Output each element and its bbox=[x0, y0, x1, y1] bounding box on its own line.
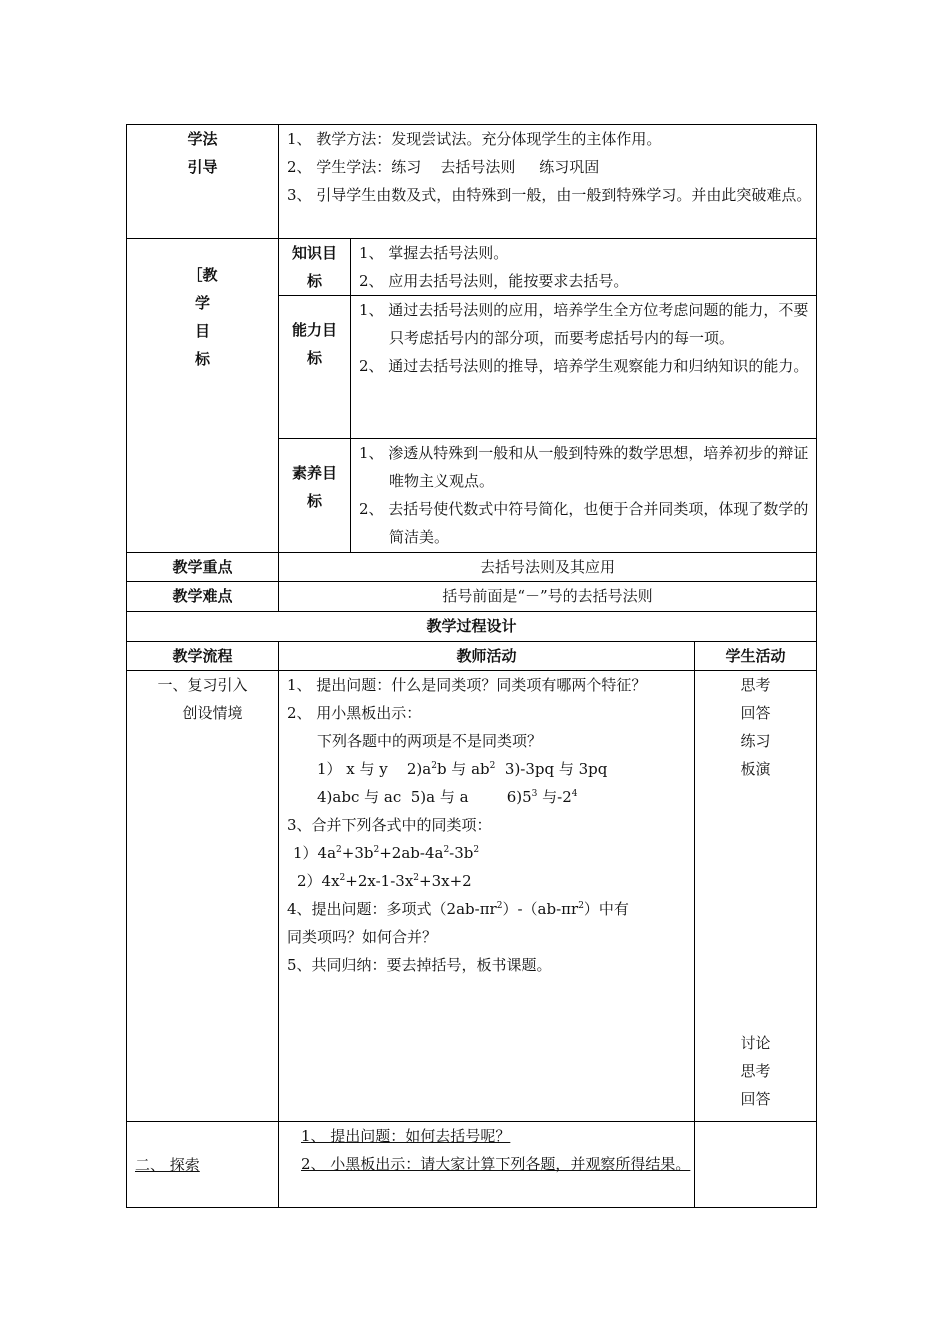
xuefa-label bbox=[127, 125, 279, 239]
stage1-t9-sup2: 2 bbox=[578, 901, 584, 911]
literacy-content bbox=[351, 439, 817, 553]
stage2-flow bbox=[127, 1122, 279, 1208]
stage1-activity-4: 板演 bbox=[740, 760, 771, 778]
objectives-label-char4: 标 bbox=[194, 350, 210, 368]
stage1-t5-sup1: 3 bbox=[531, 789, 538, 799]
stage1-t4-sup2: 2 bbox=[489, 761, 496, 771]
stage2-t1 bbox=[293, 1122, 694, 1150]
objective-literacy-row bbox=[279, 439, 817, 553]
stage1-t3: 下列各题中的两项是不是同类项？ bbox=[317, 732, 543, 750]
stage1-t8-sup1: 2 bbox=[339, 873, 346, 883]
lesson-plan-table bbox=[126, 124, 817, 1208]
stage1-flow-line1: 一、复习引入 bbox=[157, 676, 248, 694]
stage1-activity-5: 讨论 bbox=[740, 1034, 771, 1052]
row-process-title bbox=[127, 612, 817, 642]
stage1-t7-sup1: 2 bbox=[336, 845, 342, 855]
row-stage1 bbox=[127, 671, 817, 1122]
header-student: 学生活动 bbox=[695, 642, 817, 671]
stage2-t1-text: 1、 提出问题：如何去括号呢？ bbox=[301, 1127, 511, 1145]
row-difficult-point bbox=[127, 582, 817, 612]
stage1-t4-c: 3)-3pq 与 3pq bbox=[495, 760, 608, 778]
stage1-t7-c: +2ab-4a bbox=[379, 844, 444, 862]
stage1-t9-b: ）-（ab-πr bbox=[502, 900, 579, 918]
literacy-item-2: 2、 去括号使代数式中符号简化，也便于合并同类项，体现了数学的简洁美。 bbox=[359, 500, 809, 546]
objectives-subtable-cell bbox=[279, 239, 817, 553]
stage1-t8-sup2: 2 bbox=[413, 873, 420, 883]
ability-label-line1: 能力目 bbox=[291, 321, 337, 339]
stage1-flow bbox=[127, 671, 279, 1122]
stage1-t8-b: +2x-1-3x bbox=[345, 872, 414, 890]
stage1-t4-a: 1） x 与 y 2)a bbox=[317, 760, 432, 778]
stage1-student-activity bbox=[695, 671, 817, 1122]
literacy-label-line2: 标 bbox=[306, 492, 322, 510]
stage2-student-activity bbox=[695, 1122, 817, 1208]
row-stage2 bbox=[127, 1122, 817, 1208]
stage1-t7-a: 1）4a bbox=[293, 844, 337, 862]
stage1-t4-sup1: 2 bbox=[431, 761, 437, 771]
stage1-t10: 同类项吗？如何合并？ bbox=[287, 928, 438, 946]
ability-item-1: 1、 通过去括号法则的应用，培养学生全方位考虑问题的能力，不要只考虑括号内的部分项，而要考虑括号内的每一项。 bbox=[359, 301, 809, 347]
objectives-subtable bbox=[278, 238, 817, 553]
stage1-activity-2: 回答 bbox=[740, 704, 771, 722]
stage1-t6: 3、合并下列各式中的同类项： bbox=[287, 816, 492, 834]
stage1-t7-b: +3b bbox=[341, 844, 374, 862]
knowledge-content bbox=[351, 239, 817, 296]
stage1-t11: 5、共同归纳：要去掉括号，板书课题。 bbox=[287, 956, 552, 974]
objectives-label-char3: 目 bbox=[194, 322, 210, 340]
ability-label bbox=[279, 296, 351, 439]
stage1-t9-sup1: 2 bbox=[496, 901, 503, 911]
stage1-t9-a: 4、提出问题：多项式（2ab-πr bbox=[287, 900, 497, 918]
row-xuefa bbox=[127, 125, 817, 239]
stage1-t7-sup2: 2 bbox=[373, 845, 380, 855]
stage1-t2: 2、 用小黑板出示： bbox=[287, 704, 422, 722]
stage1-teacher-activity bbox=[279, 671, 695, 1122]
xuefa-item-3: 3、 引导学生由数及式，由特殊到一般，由一般到特殊学习。并由此突破难点。 bbox=[287, 186, 812, 204]
stage1-t5-a: 4)abc 与 ac 5)a 与 a 6)5 bbox=[317, 788, 532, 806]
stage1-t8-a: 2）4x bbox=[297, 872, 340, 890]
stage1-t4-b: b 与 ab bbox=[436, 760, 490, 778]
stage2-flow-label: 二、 探索 bbox=[135, 1155, 200, 1174]
stage1-t7-sup3: 2 bbox=[443, 845, 450, 855]
stage1-t7 bbox=[279, 839, 694, 867]
row-process-headers bbox=[127, 642, 817, 671]
xuefa-label-line1: 学法 bbox=[187, 130, 218, 148]
stage2-t2 bbox=[293, 1150, 694, 1178]
header-flow: 教学流程 bbox=[127, 642, 279, 671]
stage1-t7-d: -3b bbox=[449, 844, 474, 862]
literacy-item-1: 1、 渗透从特殊到一般和从一般到特殊的数学思想，培养初步的辩证唯物主义观点。 bbox=[359, 444, 809, 490]
ability-label-line2: 标 bbox=[306, 349, 322, 367]
objectives-label-char2: 学 bbox=[194, 294, 210, 312]
stage1-t8-c: +3x+2 bbox=[419, 872, 472, 890]
stage1-activity-1: 思考 bbox=[740, 676, 771, 694]
header-teacher: 教师活动 bbox=[279, 642, 695, 671]
stage1-activity-bottom-group bbox=[695, 1029, 816, 1113]
row-key-point bbox=[127, 553, 817, 582]
stage1-t8 bbox=[279, 867, 694, 895]
stage1-t5-sup2: 4 bbox=[571, 789, 578, 799]
stage1-activity-6: 思考 bbox=[740, 1062, 771, 1080]
stage1-activity-3: 练习 bbox=[740, 732, 771, 750]
row-objectives bbox=[127, 239, 817, 553]
xuefa-item-1: 1、 教学方法：发现尝试法。充分体现学生的主体作用。 bbox=[287, 130, 662, 148]
stage2-teacher-activity bbox=[279, 1122, 695, 1208]
knowledge-label-line2: 标 bbox=[306, 272, 322, 290]
xuefa-content bbox=[279, 125, 817, 239]
stage1-t4 bbox=[279, 755, 694, 783]
objective-knowledge-row bbox=[279, 239, 817, 296]
stage1-t5 bbox=[279, 783, 694, 811]
objectives-label bbox=[127, 239, 279, 553]
key-point-label: 教学重点 bbox=[127, 553, 279, 582]
literacy-label-line1: 素养目 bbox=[291, 464, 337, 482]
ability-content bbox=[351, 296, 817, 439]
knowledge-label bbox=[279, 239, 351, 296]
stage2-t2-text: 2、 小黑板出示：请大家计算下列各题，并观察所得结果。 bbox=[301, 1155, 691, 1173]
knowledge-item-1: 1、 掌握去括号法则。 bbox=[359, 244, 509, 262]
ability-item-2: 2、 通过去括号法则的推导，培养学生观察能力和归纳知识的能力。 bbox=[359, 357, 809, 375]
stage1-t5-b: 与-2 bbox=[537, 788, 572, 806]
knowledge-label-line1: 知识目 bbox=[291, 244, 337, 262]
key-point-value: 去括号法则及其应用 bbox=[279, 553, 817, 582]
difficult-point-label: 教学难点 bbox=[127, 582, 279, 612]
xuefa-item-2: 2、 学生学法：练习 去括号法则 练习巩固 bbox=[287, 158, 600, 176]
objective-ability-row bbox=[279, 296, 817, 439]
stage1-t9-c: ）中有 bbox=[583, 900, 629, 918]
stage1-t9 bbox=[279, 895, 694, 923]
literacy-label bbox=[279, 439, 351, 553]
stage1-t7-sup4: 2 bbox=[473, 845, 480, 855]
stage1-activity-7: 回答 bbox=[740, 1090, 771, 1108]
xuefa-label-line2: 引导 bbox=[187, 158, 218, 176]
process-title: 教学过程设计 bbox=[127, 612, 817, 642]
stage1-flow-line2: 创设情境 bbox=[182, 704, 243, 722]
stage1-t1: 1、 提出问题：什么是同类项？同类项有哪两个特征？ bbox=[287, 676, 647, 694]
difficult-point-value: 括号前面是“－”号的去括号法则 bbox=[279, 582, 817, 612]
objectives-label-char1: ［教 bbox=[187, 266, 218, 284]
knowledge-item-2: 2、 应用去括号法则，能按要求去括号。 bbox=[359, 272, 629, 290]
